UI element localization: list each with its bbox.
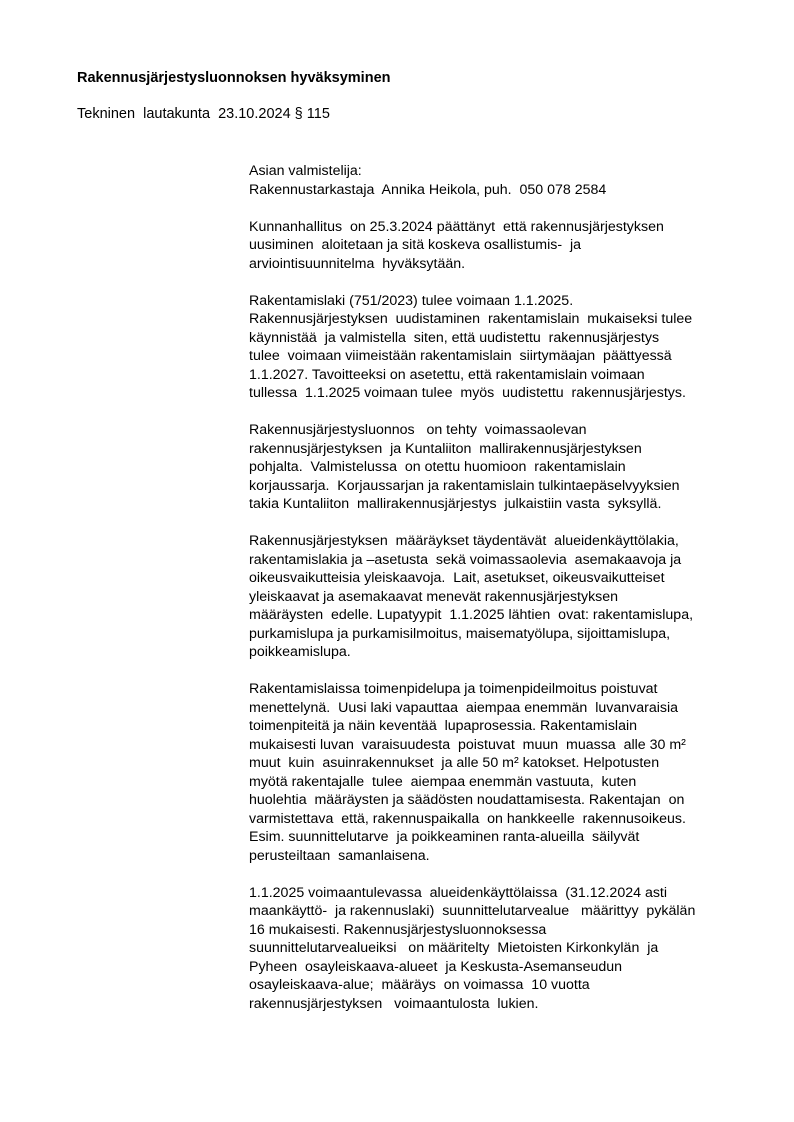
text-line: muut kuin asuinrakennukset ja alle 50 m² katokset. Helpotusten [249,755,660,771]
text-line: pohjalta. Valmistelussa on otettu huomioon rakentamislain [249,459,626,475]
text-line: rakennusjärjestyksen ja Kuntaliiton mallirakennusjärjestyksen [249,440,642,457]
paragraph [249,421,749,514]
text-line: Rakennustarkastaja Annika Heikola, puh. 050 078 2584 [249,181,607,198]
text-line: varmistettava että, rakennuspaikalla on hankkeelle rakennusoikeus. [249,810,686,827]
text-line: Esim. suunnittelutarve ja poikkeaminen ranta-alueilla säilyvät [249,829,640,845]
text-line: Rakentamislaissa toimenpidelupa ja toimenpideilmoitus poistuvat [249,681,658,697]
text-line: Kunnanhallitus on 25.3.2024 päättänyt että rakennusjärjestyksen [249,218,664,235]
text-line: yleiskaavat ja asemakaavat menevät rakennusjärjestyksen [249,588,619,605]
document-body [249,162,749,1032]
text-line: takia Kuntaliiton mallirakennusjärjestys julkaistiin vasta syksyllä. [249,496,662,512]
text-line: Rakentamislaki (751/2023) tulee voimaan 1.1.2025. [249,292,574,309]
text-line: rakennusjärjestyksen voimaantulosta lukien. [249,995,539,1012]
document-title: Rakennusjärjestysluonnoksen hyväksyminen [77,70,391,86]
paragraph [249,218,749,274]
text-line: mukaisesti luvan varaisuudesta poistuvat muun muassa alle 30 m² [249,736,686,753]
text-line: Pyheen osayleiskaava-alueet ja Keskusta-Asemanseudun [249,958,623,975]
paragraph [249,680,749,865]
text-line: Rakennusjärjestysluonnos on tehty voimassaolevan [249,422,587,438]
text-line: rakentamislakia ja –asetusta sekä voimassaolevia asemakaavoja ja [249,551,682,568]
meeting-reference: Tekninen lautakunta 23.10.2024 § 115 [77,106,330,122]
text-line: poikkeamislupa. [249,644,351,660]
paragraph [249,292,749,403]
text-line: käynnistää ja valmistella siten, että uudistettu rakennusjärjestys [249,329,660,346]
text-line: osayleiskaava-alue; määräys on voimassa 10 vuotta [249,977,590,993]
text-line: purkamislupa ja purkamisilmoitus, maisematyölupa, sijoittamislupa, [249,625,671,642]
paragraph [249,162,749,199]
paragraph [249,532,749,662]
text-line: 1.1.2027. Tavoitteeksi on asetettu, että rakentamislain voimaan [249,366,645,383]
text-line: perusteiltaan samanlaisena. [249,847,430,864]
text-line: 1.1.2025 voimaantulevassa alueidenkäyttölaissa (31.12.2024 asti [249,884,668,901]
text-line: määräysten edelle. Lupatyypit 1.1.2025 lähtien ovat: rakentamislupa, [249,607,694,623]
text-line: maankäyttö- ja rakennuslaki) suunnittelutarvealue määrittyy pykälän [249,903,696,919]
text-line: arviointisuunnitelma hyväksytään. [249,255,466,272]
text-line: Rakennusjärjestyksen määräykset täydentävät alueidenkäyttölakia, [249,533,679,549]
text-line: suunnittelutarvealueiksi on määritelty Mietoisten Kirkonkylän ja [249,940,659,956]
text-line: oikeusvaikutteisia yleiskaavoja. Lait, asetukset, oikeusvaikutteiset [249,570,665,586]
text-line: korjaussarja. Korjaussarjan ja rakentamislain tulkintaepäselvyyksien [249,477,680,494]
text-line: huolehtia määräysten ja säädösten noudattamisesta. Rakentajan on [249,792,685,808]
text-line: uusiminen aloitetaan ja sitä koskeva osallistumis- ja [249,237,581,253]
paragraph [249,884,749,1014]
text-line: menettelynä. Uusi laki vapauttaa aiempaa enemmän luvanvaraisia [249,699,679,716]
text-line: tulee voimaan viimeistään rakentamislain siirtymäajan päättyessä [249,348,672,364]
text-line: Asian valmistelija: [249,163,362,179]
text-line: 16 mukaisesti. Rakennusjärjestysluonnoksessa [249,921,547,938]
text-line: Rakennusjärjestyksen uudistaminen rakentamislain mukaiseksi tulee [249,311,693,327]
text-line: myötä rakentajalle tulee aiempaa enemmän vastuuta, kuten [249,773,637,790]
text-line: tullessa 1.1.2025 voimaan tulee myös uudistettu rakennusjärjestys. [249,385,686,401]
text-line: toimenpiteitä ja näin keventää lupaprosessia. Rakentamislain [249,718,638,734]
